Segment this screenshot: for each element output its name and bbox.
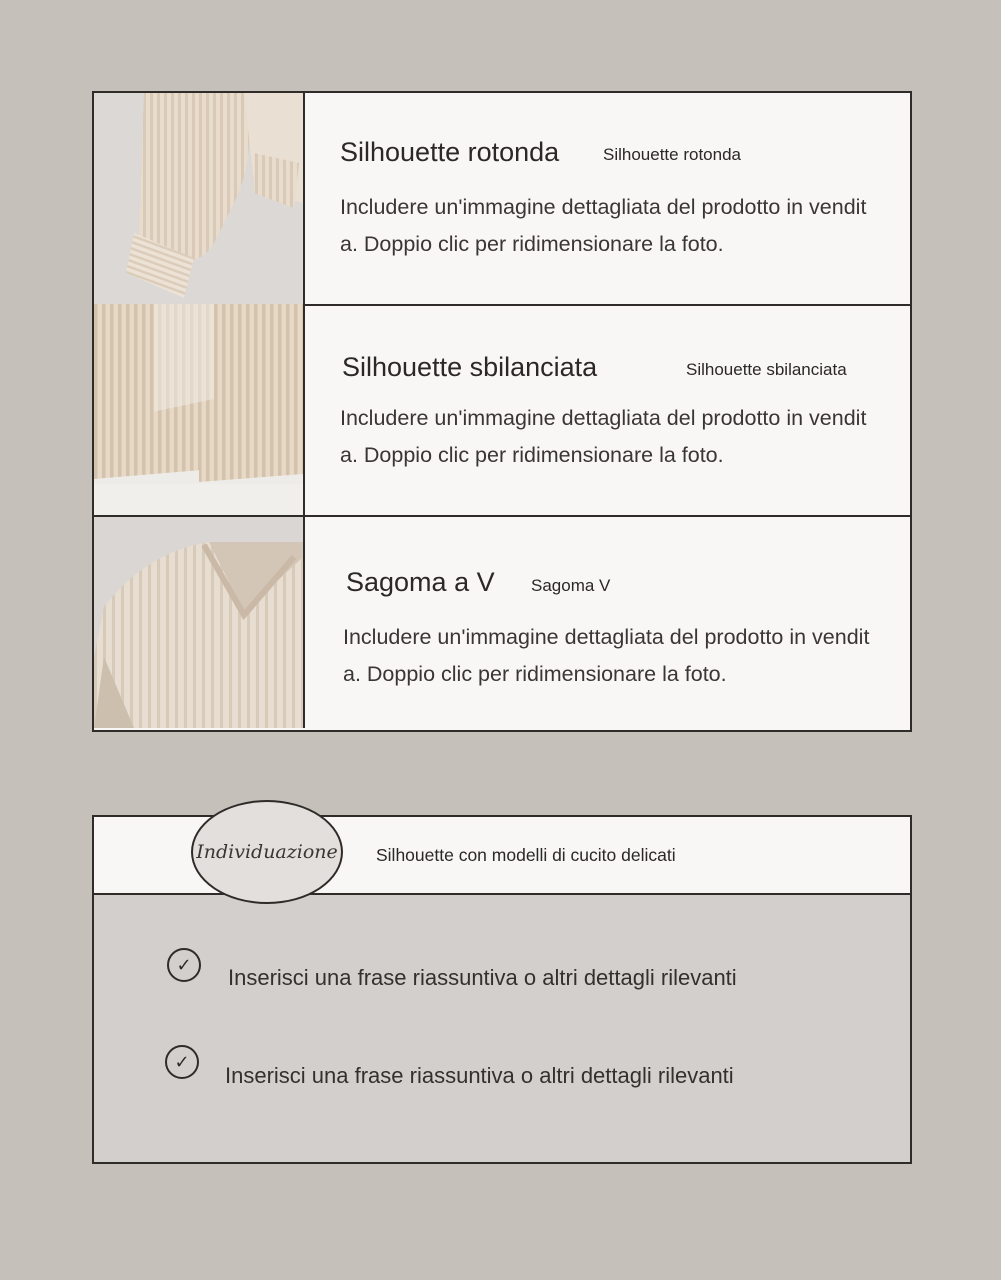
item-title: Sagoma a V	[346, 567, 495, 597]
checkmark-circle-icon: ✓	[167, 948, 201, 982]
checkmark-circle-icon: ✓	[165, 1045, 199, 1079]
item-description: Includere un'immagine dettagliata del prodotto in vendita. Doppio clic per ridimensionare la foto.	[340, 406, 867, 467]
summary-header	[94, 817, 910, 895]
sweater-sleeve-photo[interactable]	[94, 93, 305, 304]
summary-bullet: Inserisci una frase riassuntiva o altri dettagli rilevanti	[225, 1063, 734, 1088]
summary-bullet: Inserisci una frase riassuntiva o altri dettagli rilevanti	[228, 965, 737, 990]
item-subtitle: Silhouette sbilanciata	[686, 360, 847, 379]
product-detail-card	[92, 91, 912, 732]
summary-badge: Individuazione	[191, 800, 343, 904]
detail-row-vneck	[94, 517, 910, 728]
sweater-hem-photo[interactable]	[94, 304, 305, 515]
detail-row-asymmetric	[94, 304, 910, 517]
sweater-vneck-photo[interactable]	[94, 517, 305, 728]
detail-row-round	[94, 93, 910, 306]
item-title: Silhouette rotonda	[340, 137, 560, 167]
item-subtitle: Sagoma V	[531, 576, 611, 595]
summary-box	[92, 815, 912, 1164]
item-description: Includere un'immagine dettagliata del prodotto in vendita. Doppio clic per ridimensionare la foto.	[340, 195, 867, 256]
summary-header-text: Silhouette con modelli di cucito delicati	[376, 845, 676, 865]
item-title: Silhouette sbilanciata	[342, 352, 598, 382]
item-subtitle: Silhouette rotonda	[603, 145, 741, 164]
item-description: Includere un'immagine dettagliata del prodotto in vendita. Doppio clic per ridimensionare la foto.	[343, 625, 870, 686]
